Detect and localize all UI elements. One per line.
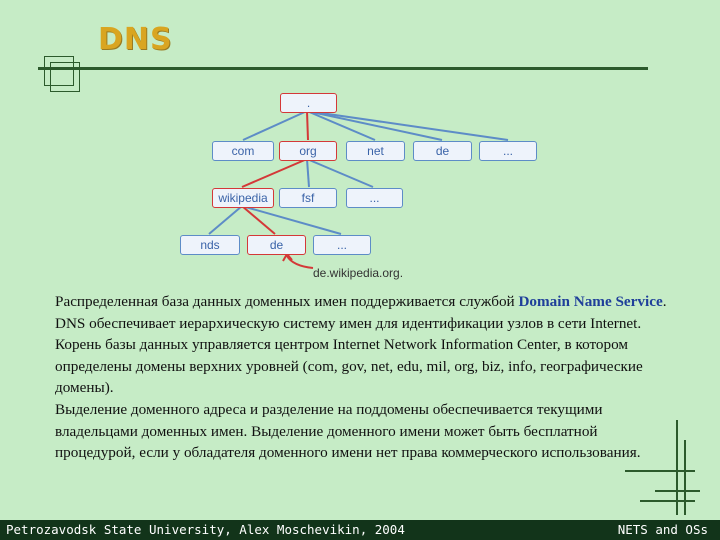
dns-tree-diagram	[175, 90, 545, 280]
edge-org-fsf	[307, 159, 309, 187]
edge-wikipedia-nds	[209, 206, 242, 234]
edge-wikipedia-more	[242, 206, 341, 234]
footer-bar	[0, 520, 720, 540]
node-com: com	[212, 141, 274, 161]
decor-line-h1	[625, 470, 695, 472]
paragraph-2: Корень базы данных управляется центром Internet Network Information Center, в котором определены домены верхних уровней (com, gov, net, edu, mil, org, biz, info, географические домены).	[55, 336, 643, 397]
node-root: .	[280, 93, 337, 113]
edge-root-de	[307, 111, 442, 140]
node-nds: nds	[180, 235, 240, 255]
edge-org-more	[307, 159, 373, 187]
body-text	[55, 291, 677, 464]
decor-line-v2	[684, 440, 686, 515]
node-more-tld: ...	[479, 141, 537, 161]
annotation-fqdn: de.wikipedia.org.	[313, 266, 404, 280]
node-org: org	[279, 141, 337, 161]
node-more-level3: ...	[313, 235, 371, 255]
node-de-tld: de	[413, 141, 472, 161]
edge-root-org	[307, 111, 308, 140]
node-wikipedia: wikipedia	[212, 188, 274, 208]
p1-text-before: Распределенная база данных доменных имен поддерживается службой	[55, 293, 519, 310]
paragraph-1	[55, 291, 677, 334]
edge-org-wikipedia	[242, 159, 307, 187]
footer-credit: Petrozavodsk State University, Alex Moschevikin, 2004	[6, 522, 405, 537]
footer-course: NETS and OSs	[617, 522, 708, 537]
edge-root-com	[243, 111, 307, 140]
p1-text-after: . DNS обеспечивает иерархическую систему имен для идентификации узлов в сети Internet.	[55, 293, 667, 332]
paragraph-3: Выделение доменного адреса и разделение на поддомены обеспечивается текущими владельцами доменных имен. Выделение доменного имени может быть бесплатной процедурой, если у обладателя доменного имени нет права коммерческого использования.	[55, 400, 641, 462]
edge-root-more	[307, 111, 508, 140]
highlight-domain-name-service: Domain Name Service	[518, 293, 663, 310]
page-title: DNS	[98, 22, 173, 57]
decor-line-h3	[640, 500, 695, 502]
node-de-sub: de	[247, 235, 306, 255]
decor-line-h2	[655, 490, 700, 492]
node-net: net	[346, 141, 405, 161]
title-rule	[38, 67, 648, 70]
node-more-level2: ...	[346, 188, 403, 208]
node-fsf: fsf	[279, 188, 337, 208]
